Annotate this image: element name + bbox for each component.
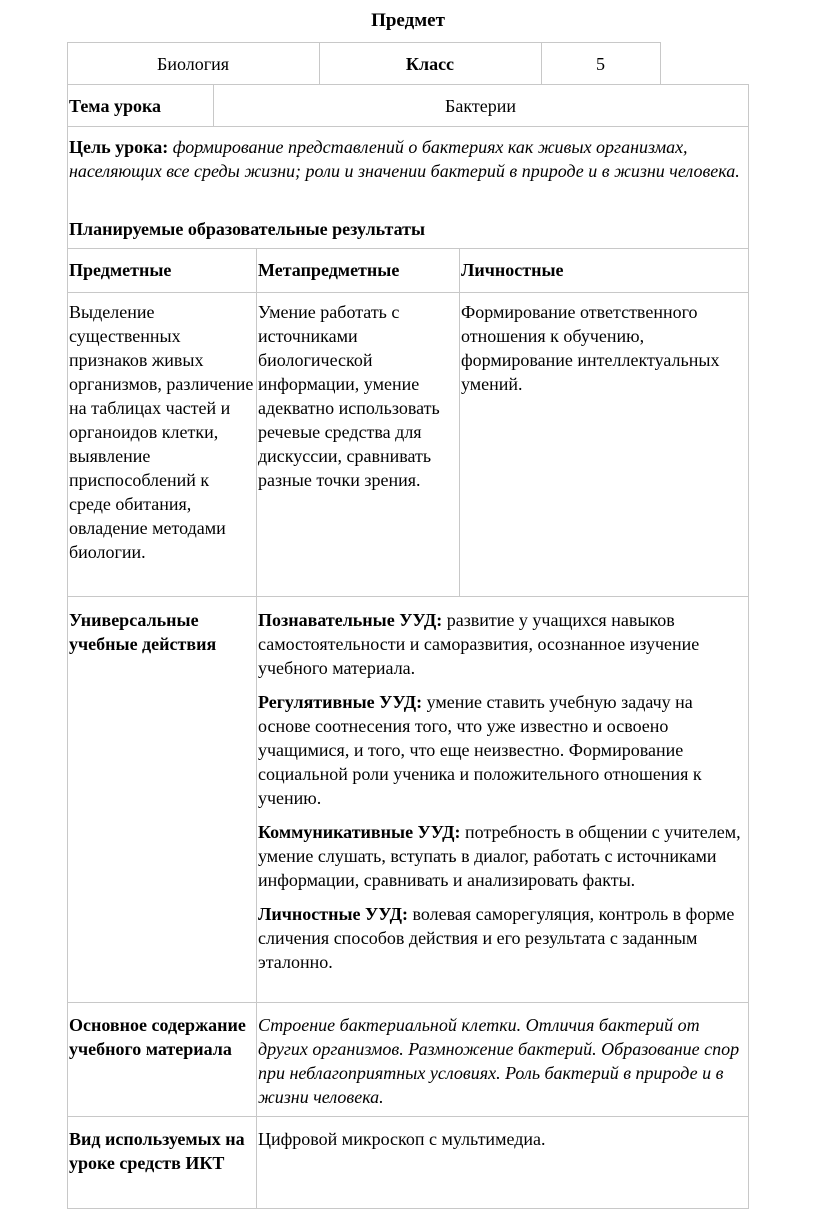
- results-cell-meta: Умение работать с источниками биологической информации, умение адекватно использовать речевые средства для дискуссии, сравнивать разные точки зрения.: [258, 302, 440, 490]
- uud-item-cognitive: [258, 608, 748, 680]
- class-value: 5: [596, 54, 605, 74]
- uud-item-text: волевая саморегуляция, контроль в форме сличения способов действия и его результата с заданным эталонно.: [258, 904, 735, 972]
- uud-item-title: Регулятивные УУД:: [258, 692, 423, 712]
- uud-item-title: Познавательные УУД:: [258, 610, 443, 630]
- results-header-personal: Личностные: [461, 260, 564, 280]
- results-cell-subject: Выделение существенных признаков живых организмов, различение на таблицах частей и органоидов клетки, выявление приспособлений к среде обитания, овладение методами биологии.: [69, 302, 254, 562]
- content-label: Основное содержание учебного материала: [69, 1015, 246, 1059]
- uud-item-regulative: [258, 690, 748, 810]
- topic-value: Бактерии: [445, 96, 516, 116]
- uud-item-text: развитие у учащихся навыков самостоятельности и саморазвития, осознанное изучение учебного материала.: [258, 610, 700, 678]
- planned-results-heading: Планируемые образовательные результаты: [69, 219, 425, 239]
- page-title: Предмет: [371, 10, 445, 31]
- uud-item-text: потребность в общении с учителем, умение слушать, вступать в диалог, работать с источниками информации, сравнивать и анализировать факты.: [258, 822, 741, 890]
- results-cell-personal: Формирование ответственного отношения к обучению, формирование интеллектуальных умений.: [461, 302, 720, 394]
- lesson-goal: [69, 135, 745, 183]
- goal-text: формирование представлений о бактериях как живых организмах, населяющих все среды жизни; роли и значении бактерий в природе и в жизни человека.: [69, 137, 740, 181]
- uud-list: [258, 608, 748, 974]
- ikt-text: Цифровой микроскоп с мультимедиа.: [258, 1129, 546, 1149]
- uud-item-text: умение ставить учебную задачу на основе соотнесения того, что уже известно и освоено учащимися, и того, что еще неизвестно. Формирование социальной роли ученика и положительного отношения к учению.: [258, 692, 702, 808]
- topic-label: Тема урока: [69, 96, 162, 116]
- ikt-label: Вид используемых на уроке средств ИКТ: [69, 1129, 245, 1173]
- uud-item-communicative: [258, 820, 748, 892]
- goal-label: Цель урока:: [69, 137, 169, 157]
- content-text: Строение бактериальной клетки. Отличия бактерий от других организмов. Размножение бактерий. Образование спор при неблагоприятных условиях. Роль бактерий в природе и в жизни человека.: [258, 1015, 740, 1107]
- results-header-meta: Метапредметные: [258, 260, 400, 280]
- uud-item-title: Личностные УУД:: [258, 904, 409, 924]
- uud-label: Универсальные учебные действия: [69, 610, 217, 654]
- uud-item-personal: [258, 902, 748, 974]
- results-header-subject: Предметные: [69, 260, 172, 280]
- subject-value: Биология: [156, 54, 229, 74]
- class-label: Класс: [405, 54, 455, 74]
- uud-item-title: Коммуникативные УУД:: [258, 822, 461, 842]
